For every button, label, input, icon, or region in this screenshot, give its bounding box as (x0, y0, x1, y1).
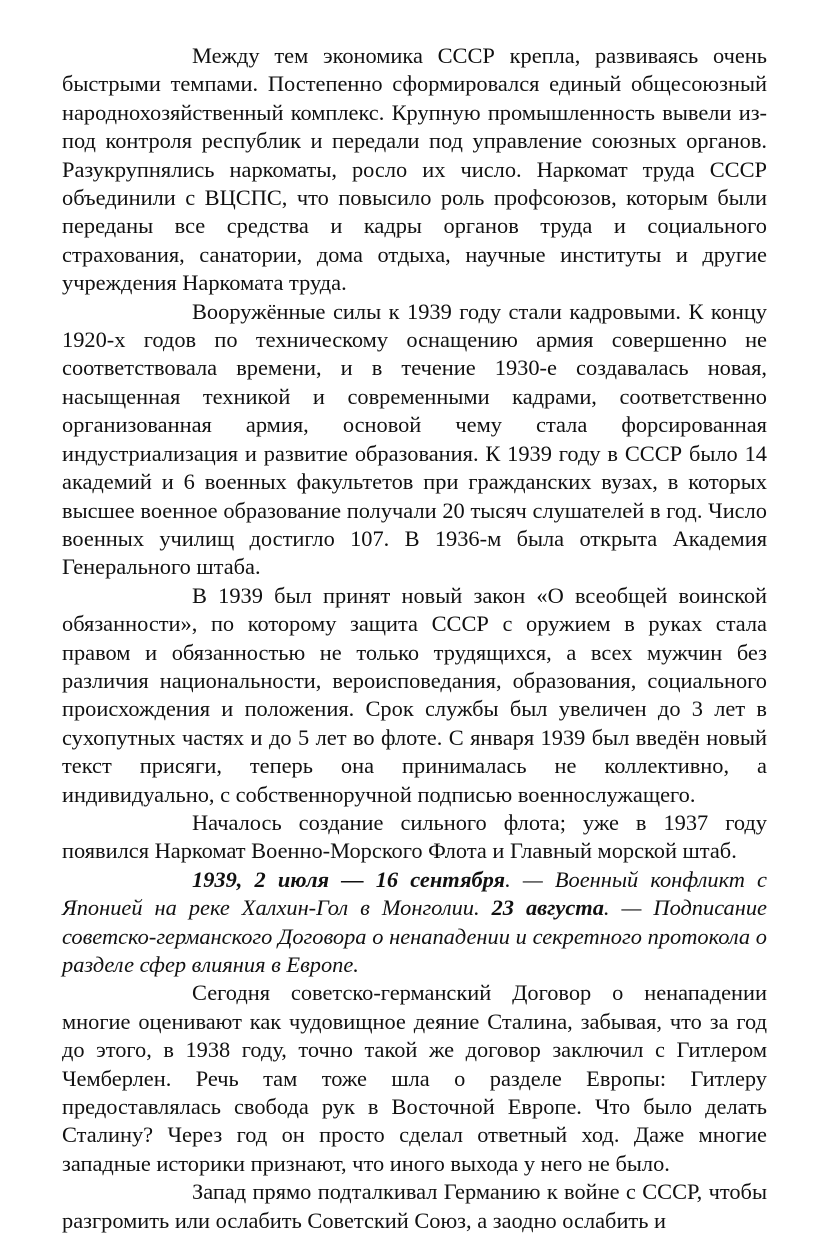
paragraph-text: Между тем экономика СССР крепла, развиваясь очень быстрыми темпами. Постепенно сформировался единый общесоюзный народнохозяйственный комплекс. Крупную промышленность вывели из-под контроля республик и передали под управление союзных органов. Разукрупнялись наркоматы, росло их число. Наркомат труда СССР объединили с ВЦСПС, что повысило роль профсоюзов, которым были переданы все средства и кадры органов труда и социального страхования, санатории, дома отдыха, научные институты и другие учреждения Наркомата труда. (62, 43, 767, 296)
paragraph-armed-forces (62, 298, 767, 582)
chronicle-event: . — Подписание советско-германского Договора о ненападении и секретного протокола о разделе сфер влияния в Европе. (62, 895, 767, 977)
paragraph-chronicle-1939 (62, 866, 767, 980)
paragraph-west-push (62, 1178, 767, 1235)
paragraph-text: Вооружённые силы к 1939 году стали кадровыми. К концу 1920-х годов по техническому оснащению армия совершенно не соответствовала времени, и в течение 1930-е создавалась новая, насыщенная техникой и современными кадрами, соответственно организованная армия, основой чему стала форсированная индустриализация и развитие образования. К 1939 году в СССР было 14 академий и 6 военных факультетов при гражданских вузах, в которых высшее военное образование получали 20 тысяч слушателей в год. Число военных училищ достигло 107. В 1936-м была открыта Академия Генерального штаба. (62, 298, 767, 580)
chronicle-date: 23 августа (491, 895, 604, 921)
paragraph-economy (62, 42, 767, 298)
document-page (62, 42, 767, 1235)
paragraph-text: Запад прямо подталкивал Германию к войне с СССР, чтобы разгромить или ослабить Советский Союз, а заодно ослабить и (62, 1179, 767, 1233)
paragraph-pact-assessment (62, 979, 767, 1178)
paragraph-conscription-law (62, 582, 767, 809)
paragraph-text: В 1939 был принят новый закон «О всеобщей воинской обязанности», по которому защита СССР с оружием в руках стала правом и обязанностью не только трудящихся, а всех мужчин без различия национальности, вероисповедания, образования, социального происхождения и положения. Срок службы был увеличен до 3 лет в сухопутных частях и до 5 лет во флоте. С января 1939 был введён новый текст присяги, теперь она принималась не коллективно, а индивидуально, с собственноручной подписью военнослужащего. (62, 582, 767, 807)
paragraph-text: Началось создание сильного флота; уже в 1937 году появился Наркомат Военно-Морского Флота и Главный морской штаб. (62, 809, 767, 864)
chronicle-date: 1939, 2 июля — 16 сентября (192, 866, 506, 892)
chronicle-event: . — Военный конфликт с Японией на реке Халхин-Гол в Монголии. (62, 866, 767, 921)
paragraph-navy (62, 809, 767, 866)
paragraph-text: Сегодня советско-германский Договор о ненападении многие оценивают как чудовищное деяние Сталина, забывая, что за год до этого, в 1938 году, точно такой же договор заключил с Гитлером Чемберлен. Речь там тоже шла о разделе Европы: Гитлеру предоставлялась свобода рук в Восточной Европе. Что было делать Сталину? Через год он просто сделал ответный ход. Даже многие западные историки признают, что иного выхода у него не было. (62, 980, 767, 1176)
